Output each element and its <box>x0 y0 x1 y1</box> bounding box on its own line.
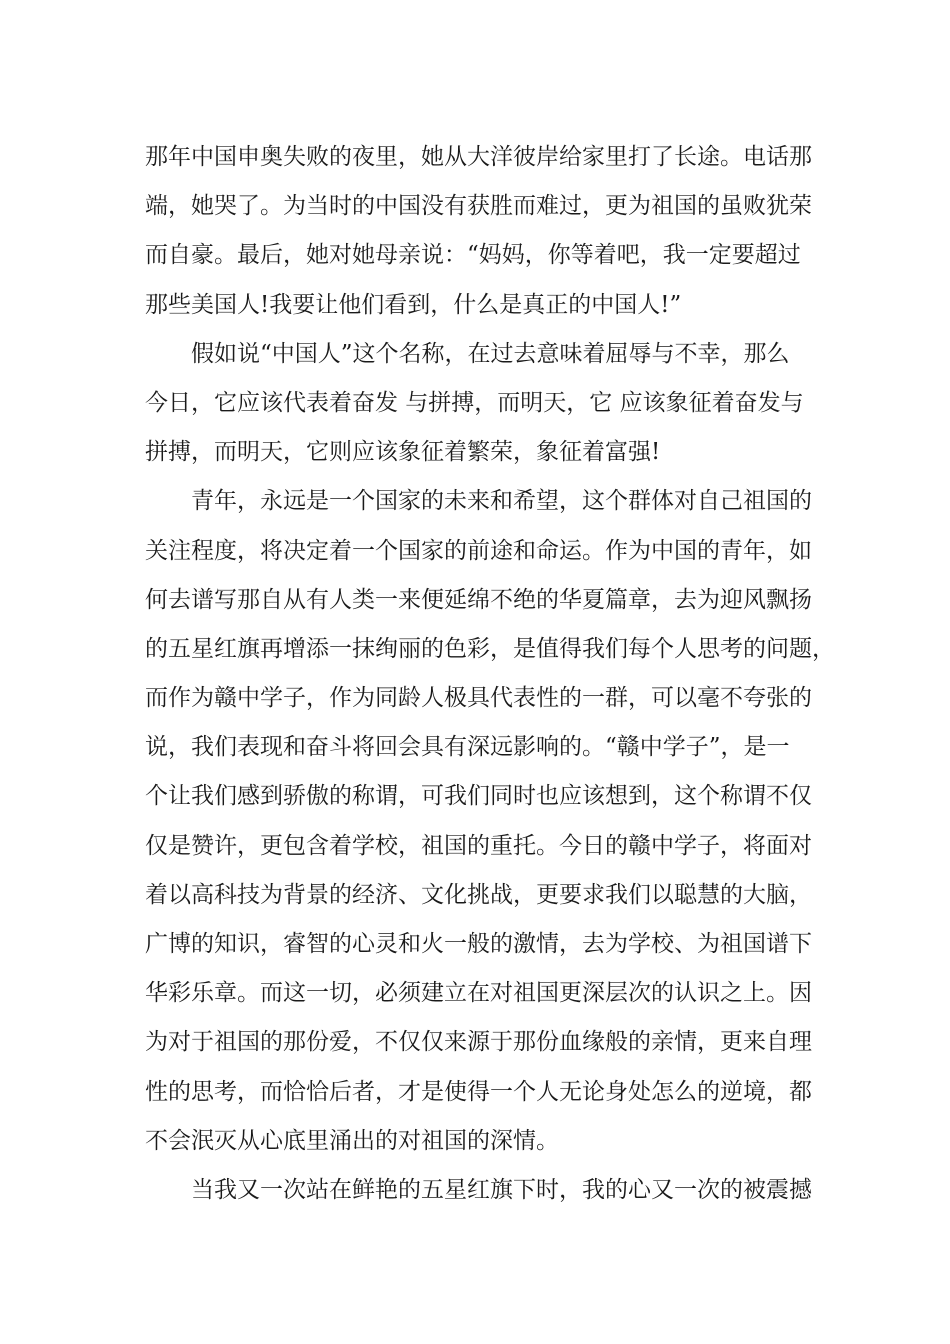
text-line: 不会泯灭从心底里涌出的对祖国的深情。 <box>145 1127 559 1154</box>
text-line: 着以高科技为背景的经济、文化挑战，更要求我们以聪慧的大脑， <box>145 881 812 908</box>
text-line: 拼搏，而明天，它则应该象征着繁荣，象征着富强! <box>145 439 661 466</box>
paragraph <box>145 1166 821 1215</box>
text-line: 那些美国人!我要让他们看到，什么是真正的中国人!” <box>145 291 682 318</box>
text-line: 华彩乐章。而这一切，必须建立在对祖国更深层次的认识之上。因 <box>145 980 812 1007</box>
text-line: 个让我们感到骄傲的称谓，可我们同时也应该想到，这个称谓不仅 <box>145 783 812 810</box>
text-line: 青年，永远是一个国家的未来和希望，这个群体对自己祖国的 <box>191 488 812 515</box>
paragraph <box>145 133 821 330</box>
text-line: 为对于祖国的那份爱，不仅仅来源于那份血缘般的亲情，更来自理 <box>145 1029 812 1056</box>
document-body <box>145 133 835 1215</box>
text-line: 何去谱写那自从有人类一来便延绵不绝的华夏篇章，去为迎风飘扬 <box>145 586 812 613</box>
text-line: 而作为赣中学子，作为同龄人极具代表性的一群，可以毫不夸张的 <box>145 685 812 712</box>
text-line: 广博的知识，睿智的心灵和火一般的激情，去为学校、为祖国谱下 <box>145 931 812 957</box>
paragraph <box>145 330 821 478</box>
text-line: 那年中国申奥失败的夜里，她从大洋彼岸给家里打了长途。电话那 <box>145 144 812 170</box>
text-line: 端，她哭了。为当时的中国没有获胜而难过，更为祖国的虽败犹荣 <box>145 193 812 220</box>
text-line: 假如说“中国人”这个名称，在过去意味着屈辱与不幸，那么 <box>191 340 790 367</box>
text-line: 仅是赞许，更包含着学校，祖国的重托。今日的赣中学子，将面对 <box>145 832 812 859</box>
text-line: 说，我们表现和奋斗将回会具有深远影响的。“赣中学子”，是一 <box>145 734 790 761</box>
text-line: 关注程度，将决定着一个国家的前途和命运。作为中国的青年，如 <box>145 537 812 564</box>
text-line: 当我又一次站在鲜艳的五星红旗下时，我的心又一次的被震撼 <box>191 1176 812 1203</box>
text-line: 的五星红旗再增添一抹绚丽的色彩，是值得我们每个人思考的问题， <box>145 635 835 662</box>
text-line: 今日，它应该代表着奋发 与拼搏，而明天，它 应该象征着奋发与 <box>145 389 804 416</box>
text-line: 性的思考，而恰恰后者，才是使得一个人无论身处怎么的逆境，都 <box>145 1078 812 1105</box>
text-line: 而自豪。最后，她对她母亲说：“妈妈，你等着吧，我一定要超过 <box>145 242 801 269</box>
paragraph <box>145 477 835 1166</box>
